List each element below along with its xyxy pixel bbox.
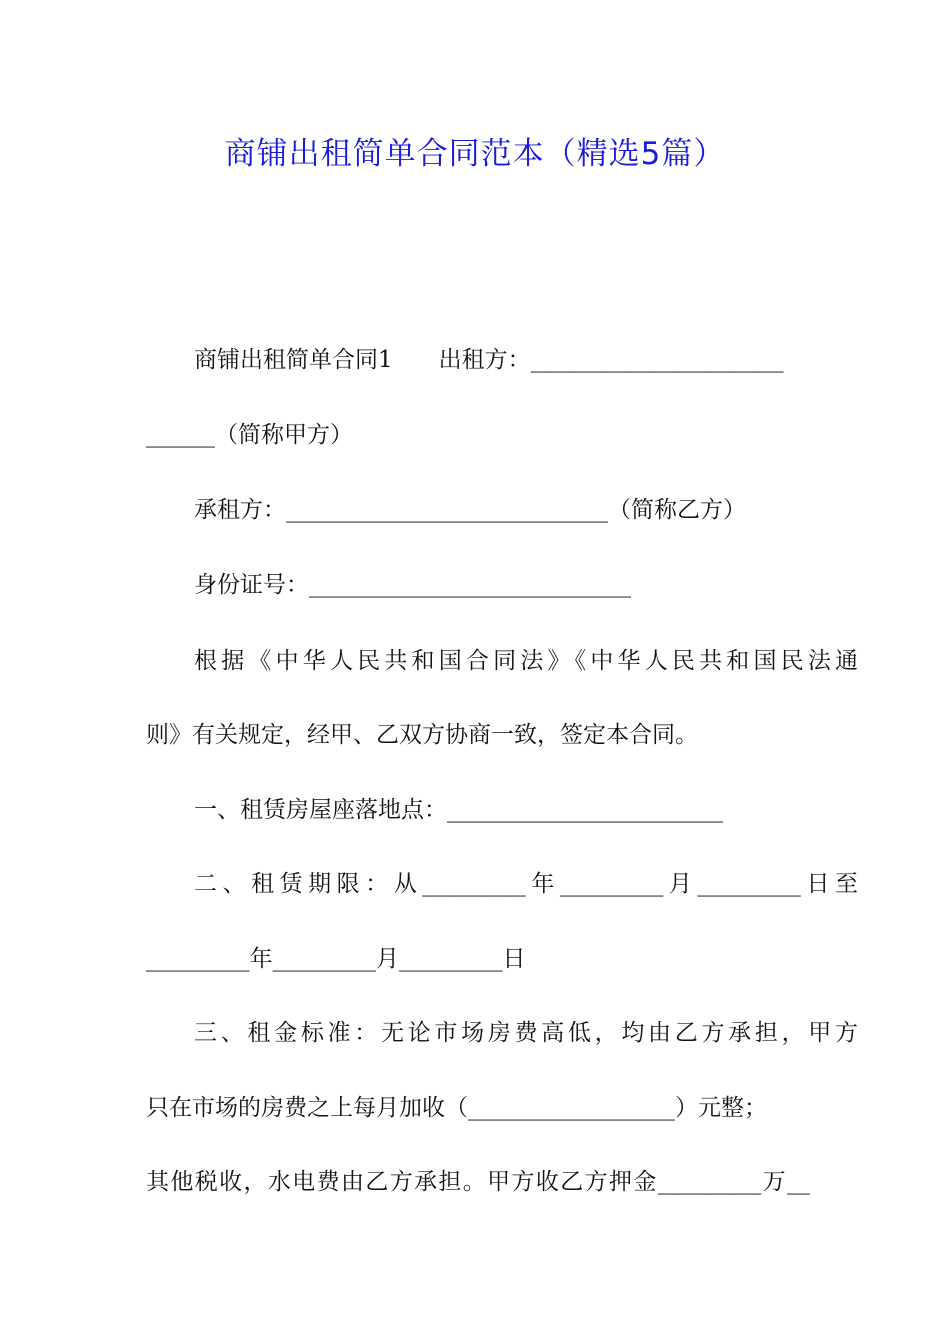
paragraph-line-lessee: 承租方：____________________________（简称乙方） bbox=[194, 497, 746, 523]
paragraph-line-clause-1: 一、租赁房屋座落地点：________________________ bbox=[194, 797, 723, 823]
paragraph-line-party-a: ______（简称甲方） bbox=[146, 422, 353, 448]
document-title: 商铺出租简单合同范本（精选5篇） bbox=[224, 136, 726, 172]
paragraph-line-clause-2b: _________年_________月_________日 bbox=[146, 946, 526, 972]
paragraph-line-clause-3b: 只在市场的房费之上每月加收（__________________）元整； bbox=[146, 1095, 767, 1121]
paragraph-line-clause-3a: 三、租金标准：无论市场房费高低，均由乙方承担，甲方 bbox=[194, 1020, 858, 1046]
paragraph-line-legal-basis-2: 则》有关规定，经甲、乙双方协商一致，签定本合同。 bbox=[146, 722, 698, 748]
paragraph-line-legal-basis-1: 根据《中华人民共和国合同法》《中华人民共和国民法通 bbox=[194, 648, 858, 674]
paragraph-line-id-number: 身份证号：____________________________ bbox=[194, 572, 631, 598]
paragraph-line-lessor: 商铺出租简单合同1 出租方：______________________ bbox=[194, 347, 784, 373]
paragraph-line-clause-2a: 二、租赁期限：从_________年_________月_________日至 bbox=[194, 871, 858, 897]
paragraph-line-clause-3c: 其他税收，水电费由乙方承担。甲方收乙方押金_________万__ bbox=[146, 1169, 810, 1195]
